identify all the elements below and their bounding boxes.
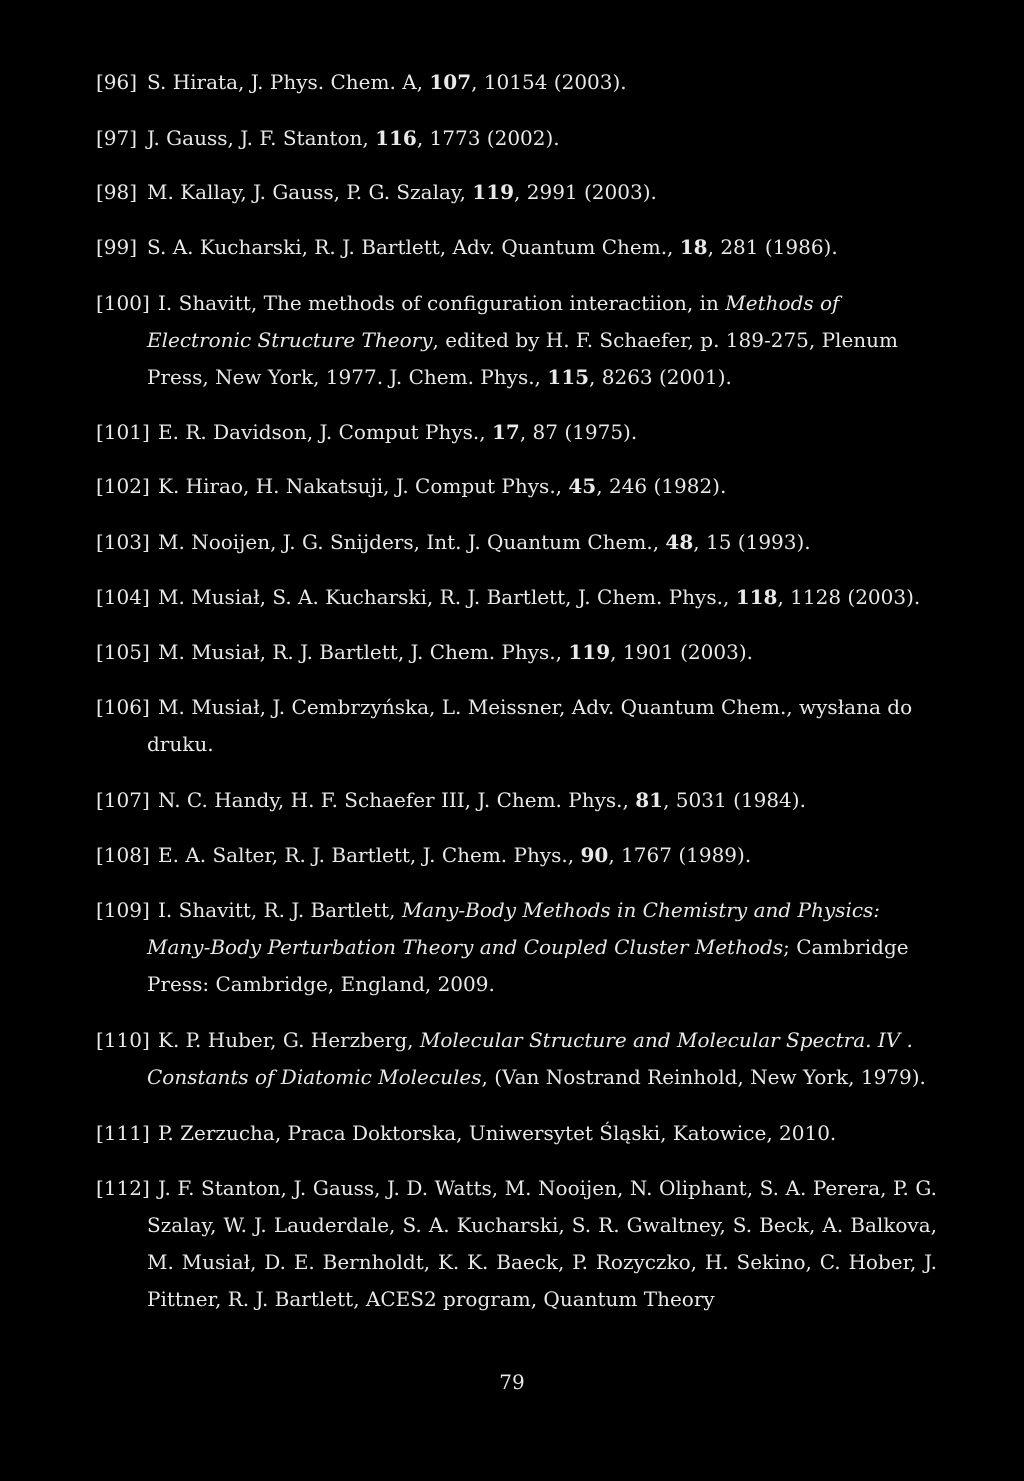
- reference-text: M. Nooijen, J. G. Snijders, Int. J. Quantum Chem.,: [158, 530, 666, 554]
- reference-pages: , 2991 (2003).: [514, 180, 657, 204]
- reference-italic-title: Many-Body Methods in Chemistry and Physics: Many-Body Perturbation Theory and Coupled Cluster Methods: [147, 898, 881, 959]
- reference-volume: 81: [635, 788, 664, 812]
- reference-101: [96, 414, 937, 451]
- reference-number: [101]: [96, 420, 150, 444]
- reference-number: [97]: [96, 126, 138, 150]
- reference-volume: 115: [547, 365, 590, 389]
- reference-text: I. Shavitt, R. J. Bartlett,: [158, 898, 402, 922]
- reference-text: J. F. Stanton, J. Gauss, J. D. Watts, M. Nooijen, N. Oliphant, S. A. Perera, P. G. Szalay, W. J. Lauderdale, S. A. Kucharski, S. R. Gwaltney, S. Beck, A. Balkova, M. Musiał, D. E. Bernholdt, K. K. Baeck, P. Rozyczko, H. Sekino, C. Hober, J. Pittner, R. J. Bartlett, ACES2 program, Quantum Theory: [147, 1176, 937, 1311]
- reference-volume: 45: [568, 474, 597, 498]
- reference-text: E. A. Salter, R. J. Bartlett, J. Chem. Phys.,: [158, 843, 581, 867]
- reference-pages: , 15 (1993).: [693, 530, 811, 554]
- reference-pages: , 10154 (2003).: [471, 70, 627, 94]
- reference-volume: 119: [568, 640, 611, 664]
- reference-102: [96, 468, 937, 505]
- reference-text: S. Hirata, J. Phys. Chem. A,: [147, 70, 430, 94]
- reference-106: [96, 689, 937, 763]
- reference-volume: 118: [735, 585, 778, 609]
- reference-text: J. Gauss, J. F. Stanton,: [147, 126, 376, 150]
- reference-text: M. Musiał, S. A. Kucharski, R. J. Bartlett, J. Chem. Phys.,: [158, 585, 736, 609]
- reference-pages: , 87 (1975).: [519, 420, 638, 444]
- reference-pages: , 1767 (1989).: [608, 843, 752, 867]
- reference-pages: , 8263 (2001).: [589, 365, 732, 389]
- reference-number: [111]: [96, 1121, 150, 1145]
- reference-volume: 17: [491, 420, 520, 444]
- reference-text: M. Musiał, R. J. Bartlett, J. Chem. Phys.,: [158, 640, 569, 664]
- reference-108: [96, 837, 937, 874]
- reference-number: [105]: [96, 640, 150, 664]
- reference-volume: 90: [580, 843, 609, 867]
- reference-number: [96]: [96, 70, 138, 94]
- reference-details: , edited by H. F. Schaefer, p. 189-275, Plenum Press, New York, 1977. J. Chem. Phys.,: [147, 328, 899, 389]
- reference-volume: 48: [665, 530, 694, 554]
- reference-111: [96, 1115, 937, 1152]
- reference-99: [96, 229, 937, 266]
- reference-text: E. R. Davidson, J. Comput Phys.,: [158, 420, 492, 444]
- reference-pages: , 1128 (2003).: [777, 585, 921, 609]
- reference-number: [107]: [96, 788, 150, 812]
- reference-98: [96, 174, 937, 211]
- reference-112: [96, 1170, 937, 1318]
- reference-110: [96, 1022, 937, 1096]
- reference-text: P. Zerzucha, Praca Doktorska, Uniwersytet Śląski, Katowice, 2010.: [158, 1121, 837, 1145]
- reference-number: [103]: [96, 530, 150, 554]
- reference-volume: 116: [375, 126, 417, 150]
- reference-103: [96, 524, 937, 561]
- reference-105: [96, 634, 937, 671]
- reference-text: K. Hirao, H. Nakatsuji, J. Comput Phys.,: [158, 474, 569, 498]
- reference-pages: , 281 (1986).: [707, 235, 838, 259]
- reference-number: [109]: [96, 898, 150, 922]
- reference-number: [110]: [96, 1028, 150, 1052]
- reference-number: [108]: [96, 843, 150, 867]
- reference-97: [96, 120, 937, 157]
- reference-text: N. C. Handy, H. F. Schaefer III, J. Chem. Phys.,: [158, 788, 636, 812]
- reference-text: S. A. Kucharski, R. J. Bartlett, Adv. Quantum Chem.,: [147, 235, 680, 259]
- reference-italic-title: Molecular Structure and Molecular Spectra. IV . Constants of Diatomic Molecules: [147, 1028, 913, 1089]
- reference-number: [98]: [96, 180, 138, 204]
- reference-pages: , 1901 (2003).: [610, 640, 753, 664]
- reference-volume: 119: [472, 180, 515, 204]
- reference-number: [106]: [96, 695, 150, 719]
- reference-number: [102]: [96, 474, 150, 498]
- reference-100: [96, 285, 937, 396]
- reference-text: M. Musiał, J. Cembrzyńska, L. Meissner, Adv. Quantum Chem., wysłana do druku.: [147, 695, 913, 756]
- reference-number: [112]: [96, 1176, 150, 1200]
- reference-107: [96, 782, 937, 819]
- reference-details: ; Cambridge Press: Cambridge, England, 2009.: [147, 935, 909, 996]
- reference-italic-title: Methods of Electronic Structure Theory: [147, 291, 840, 352]
- reference-109: [96, 892, 937, 1003]
- reference-volume: 18: [679, 235, 708, 259]
- reference-number: [104]: [96, 585, 150, 609]
- reference-text: K. P. Huber, G. Herzberg,: [158, 1028, 420, 1052]
- reference-details: , (Van Nostrand Reinhold, New York, 1979).: [481, 1065, 926, 1089]
- reference-volume: 107: [429, 70, 472, 94]
- reference-104: [96, 579, 937, 616]
- reference-pages: , 5031 (1984).: [663, 788, 806, 812]
- reference-number: [100]: [96, 291, 150, 315]
- reference-pages: , 246 (1982).: [596, 474, 727, 498]
- reference-pages: , 1773 (2002).: [416, 126, 560, 150]
- reference-96: [96, 64, 937, 101]
- page-number: 79: [499, 1370, 525, 1394]
- reference-text: I. Shavitt, The methods of configuration interactiion, in: [158, 291, 726, 315]
- reference-text: M. Kallay, J. Gauss, P. G. Szalay,: [147, 180, 473, 204]
- reference-number: [99]: [96, 235, 138, 259]
